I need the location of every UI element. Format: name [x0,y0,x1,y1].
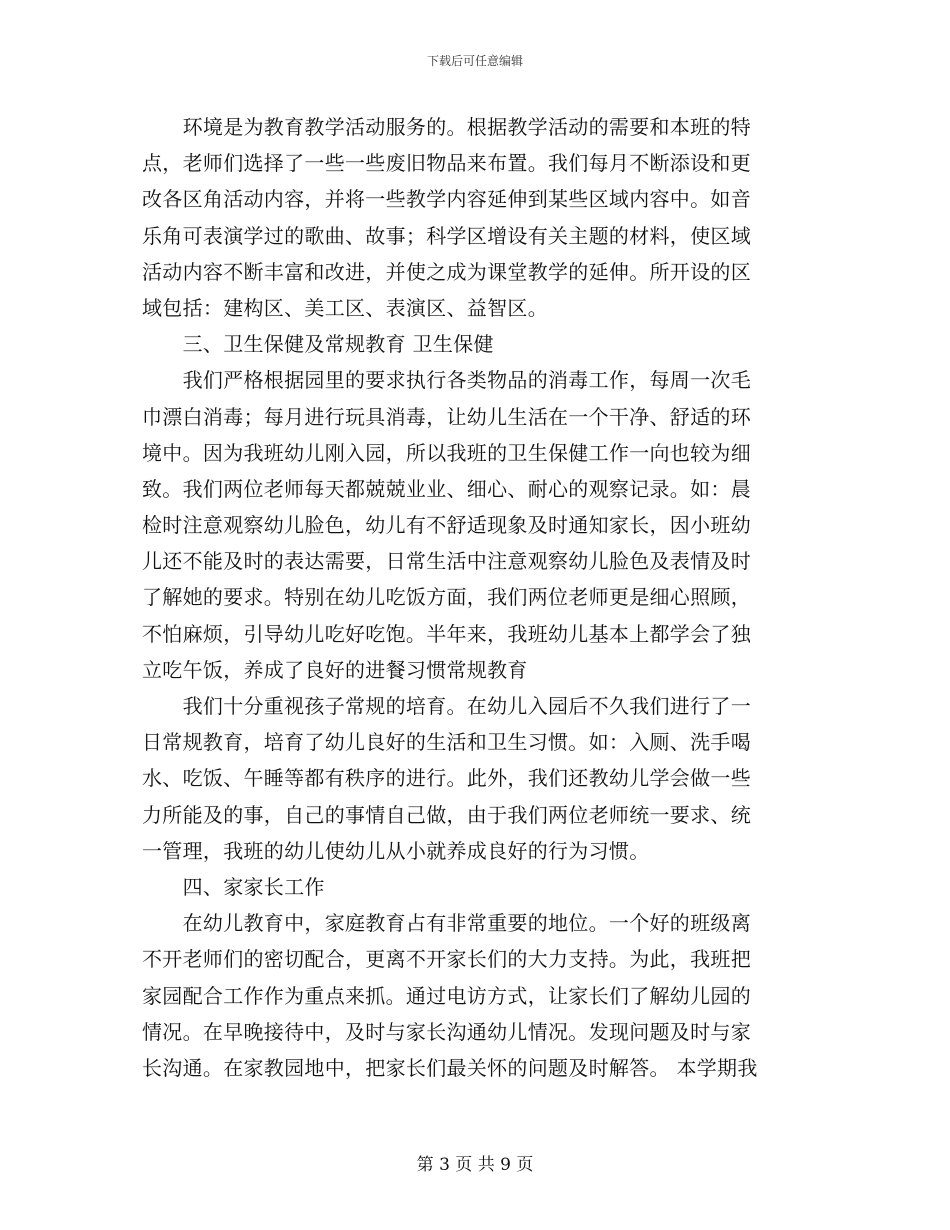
page-footer: 第 3 页 共 9 页 [416,1155,534,1175]
text-line: 点，老师们选择了一些一些废旧物品来布置。我们每月不断添设和更 [142,151,751,176]
section-heading: 三、卫生保健及常规教育 卫生保健 [142,332,494,357]
text-line: 一管理，我班的幼儿使幼儿从小就养成良好的行为习惯。 [142,838,650,863]
text-line: 我们十分重视孩子常规的培育。在幼儿入园后不久我们进行了一 [142,694,751,718]
text-line: 立吃午饭，养成了良好的进餐习惯常规教育 [142,657,528,682]
text-line: 家园配合工作作为重点来抓。通过电访方式，让家长们了解幼儿园的 [142,983,751,1008]
text-line: 巾漂白消毒；每月进行玩具消毒，让幼儿生活在一个干净、舒适的环 [142,404,751,429]
text-line: 致。我们两位老师每天都兢兢业业、细心、耐心的观察记录。如：晨 [142,476,751,501]
text-line: 环境是为教育教学活动服务的。根据教学活动的需要和本班的特 [142,115,751,139]
page-header: 下载后可任意编辑 [426,54,523,68]
document-body [142,109,810,1086]
text-line: 日常规教育，培育了幼儿良好的生活和卫生习惯。如：入厕、洗手喝 [142,730,751,755]
text-line: 我们严格根据园里的要求执行各类物品的消毒工作，每周一次毛 [142,368,751,393]
text-line: 不怕麻烦，引导幼儿吃好吃饱。半年来，我班幼儿基本上都学会了独 [142,621,751,646]
text-line: 长沟通。在家教园地中，把家长们最关怀的问题及时解答。 本学期我 [142,1055,758,1080]
text-line: 境中。因为我班幼儿刚入园，所以我班的卫生保健工作一向也较为细 [142,440,751,465]
text-line: 活动内容不断丰富和改进，并使之成为课堂教学的延伸。所开设的区 [142,259,751,284]
text-line: 力所能及的事，自己的事情自己做，由于我们两位老师统一要求、统 [142,802,751,827]
text-line: 域包括：建构区、美工区、表演区、益智区。 [142,295,548,320]
text-line: 改各区角活动内容，并将一些教学内容延伸到某些区域内容中。如音 [142,187,751,212]
text-line: 水、吃饭、午睡等都有秩序的进行。此外，我们还教幼儿学会做一些 [142,766,751,791]
text-line: 检时注意观察幼儿脸色，幼儿有不舒适现象及时通知家长，因小班幼 [142,513,751,538]
text-line: 不开老师们的密切配合，更离不开家长们的大力支持。为此，我班把 [142,947,751,972]
text-line: 了解她的要求。特别在幼儿吃饭方面，我们两位老师更是细心照顾， [142,585,751,610]
text-line: 情况。在早晚接待中，及时与家长沟通幼儿情况。发现问题及时与家 [142,1019,751,1044]
text-line: 乐角可表演学过的歌曲、故事；科学区增设有关主题的材料，使区域 [142,223,751,248]
section-heading: 四、家家长工作 [142,874,325,899]
text-line: 在幼儿教育中，家庭教育占有非常重要的地位。一个好的班级离 [142,911,751,936]
text-line: 儿还不能及时的表达需要，日常生活中注意观察幼儿脸色及表情及时 [142,549,751,574]
